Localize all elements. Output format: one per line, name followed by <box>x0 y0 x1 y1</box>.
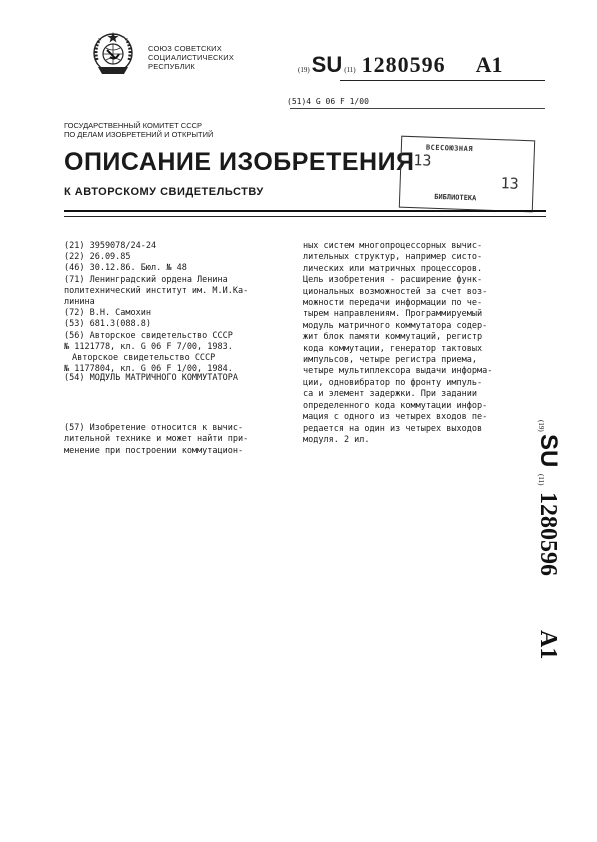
biblio-line: (71) Ленинградский ордена Ленина <box>64 274 228 285</box>
abstract-line: кода коммутации, генератор тактовых <box>303 343 483 354</box>
kind-code: A1 <box>475 52 503 77</box>
biblio-line: политехнический институт им. М.И.Ка- <box>64 285 249 296</box>
abstract-line: Цель изобретения - расширение функ- <box>303 275 483 286</box>
issuer-name <box>148 44 234 71</box>
inid-11: (11) <box>344 66 356 74</box>
abstract-line: са и элемент задержки. При задании <box>303 389 477 400</box>
abstract-line: менение при построении коммутацион- <box>64 445 244 456</box>
ipc-class: (51)4 G 06 F 1/00 <box>287 97 369 106</box>
abstract-line: редается на один из четырех выходов <box>303 423 483 434</box>
side-country-code: SU <box>535 434 562 468</box>
issuer-line: СОЮЗ СОВЕТСКИХ <box>148 44 222 53</box>
publication-number <box>298 52 503 78</box>
biblio-line: (56) Авторское свидетельство СССР <box>64 330 233 341</box>
biblio-line: (21) 3959078/24-24 <box>64 241 157 251</box>
biblio-line: (72) В.Н. Самохин <box>64 308 151 319</box>
biblio-line: № 1121778, кл. G 06 F 7/00, 1983. <box>64 341 233 352</box>
invention-title: (54) МОДУЛЬ МАТРИЧНОГО КОММУТАТОРА <box>64 373 238 383</box>
biblio-line: № 1177804, кл. G 06 F 1/00, 1984. <box>64 364 233 375</box>
abstract-line: ных систем многопроцессорных вычис- <box>303 241 483 251</box>
biblio-line: линина <box>64 297 95 308</box>
abstract-line: четыре мультиплексора выдачи информа- <box>303 366 493 377</box>
side-inid-11: (11) <box>537 474 545 486</box>
country-code: SU <box>311 52 343 77</box>
abstract-line: лительной технике и может найти при- <box>64 434 249 445</box>
abstract-line: (57) Изобретение относится к вычис- <box>64 423 244 433</box>
side-kind-code: A1 <box>535 630 561 660</box>
committee-name <box>64 121 213 139</box>
abstract-line: ции, одновибратор по фронту импуль- <box>303 377 483 388</box>
number-underline <box>340 80 545 81</box>
library-stamp <box>399 136 535 213</box>
abstract-line: импульсов, четыре регистра приема, <box>303 355 477 366</box>
abstract-column-1 <box>64 423 290 457</box>
abstract-line: тырем направлениям. Программируемый <box>303 309 483 320</box>
ussr-emblem-icon <box>88 30 138 80</box>
patent-number: 1280596 <box>361 52 446 77</box>
abstract-line: определенного кода коммутации инфор- <box>303 400 488 411</box>
side-publication-label <box>527 420 567 690</box>
biblio-line: Авторское свидетельство СССР <box>72 353 216 364</box>
stamp-number-left: 13 <box>413 151 432 170</box>
biblio-line: (22) 26.09.85 <box>64 252 131 263</box>
abstract-column-2 <box>303 241 548 446</box>
abstract-line: модуля. 2 ил. <box>303 434 370 445</box>
abstract-line: лических или матричных процессоров. <box>303 263 483 274</box>
abstract-line: лительных структур, например систо- <box>303 252 483 263</box>
abstract-line: мация с одного из четырех входов пе- <box>303 412 488 423</box>
header-rule-thin <box>64 216 546 217</box>
abstract-line: модуль матричного коммутатора содер- <box>303 320 488 331</box>
issuer-line: РЕСПУБЛИК <box>148 62 195 71</box>
inid-19: (19) <box>298 66 310 74</box>
issuer-line: СОЦИАЛИСТИЧЕСКИХ <box>148 53 235 62</box>
committee-line: ГОСУДАРСТВЕННЫЙ КОМИТЕТ СССР <box>64 121 203 130</box>
side-patent-number: 1280596 <box>535 492 561 576</box>
abstract-line: жит блок памяти коммутаций, регистр <box>303 332 483 343</box>
header-rule-thick <box>64 210 546 212</box>
ipc-underline <box>290 108 545 109</box>
document-title: ОПИСАНИЕ ИЗОБРЕТЕНИЯ <box>64 148 415 176</box>
biblio-line: (53) 681.3(088.8) <box>64 319 151 330</box>
abstract-line: циональных возможностей за счет воз- <box>303 286 488 297</box>
stamp-top: ВСЕСОЮЗНАЯ <box>425 143 474 154</box>
document-subtitle: К АВТОРСКОМУ СВИДЕТЕЛЬСТВУ <box>64 186 264 198</box>
stamp-bottom: БИБЛИОТЕКА <box>434 192 477 203</box>
side-inid-19: (19) <box>537 420 545 432</box>
bibliographic-data <box>64 241 248 375</box>
abstract-line: можности передачи информации по че- <box>303 298 483 309</box>
biblio-line: (46) 30.12.86. Бюл. № 48 <box>64 263 187 274</box>
committee-line: ПО ДЕЛАМ ИЗОБРЕТЕНИЙ И ОТКРЫТИЙ <box>64 130 214 139</box>
stamp-number-right: 13 <box>500 174 520 193</box>
